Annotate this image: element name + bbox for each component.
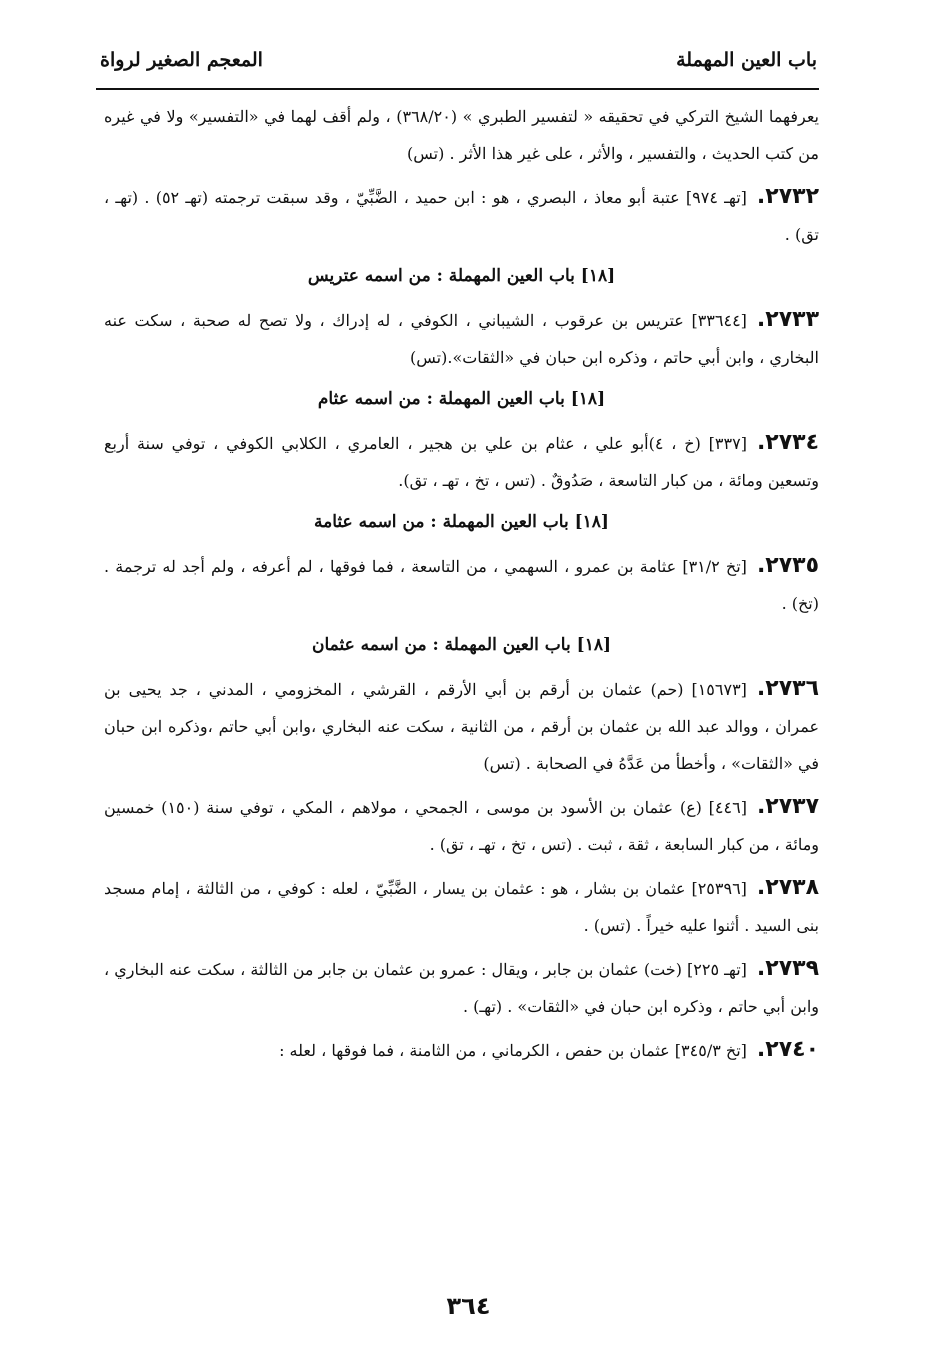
entry-text: [تخ ٣١/٢] عثامة بن عمرو ، السهمي ، من التاسعة ، فما فوقها ، لم أعرفه ، ولم أجد له ترجمة . (تخ) . [104, 557, 819, 613]
entry-text: [٢٥٣٩٦] عثمان بن بشار ، هو : عثمان بن يسار ، الضَّبِّيّ ، لعله : كوفي ، من الثالثة ، إمام مسجد بنى السيد . أثنوا عليه خيراً . (تس) . [104, 879, 819, 935]
entry-number: ٢٧٣٦. [756, 676, 819, 701]
entry-number: ٢٧٣٨. [756, 875, 819, 900]
entry-number: ٢٧٣٧. [756, 794, 820, 819]
page-number: ٣٦٤ [446, 1292, 491, 1320]
entry-paragraph [104, 788, 819, 863]
header-book-title: المعجم الصغير لرواة [100, 49, 263, 71]
entry-number: ٢٧٣٩. [756, 956, 819, 981]
entry-number: ٢٧٣٢. [756, 184, 819, 209]
entry-text: [٣٣٧] (خ ، ٤)أبو علي ، عثام بن علي بن هجير ، العامري ، الكلابي الكوفي ، توفي سنة أربع وتسعين ومائة ، من كبار التاسعة ، صَدُوقٌ . (تس ، تخ ، تهـ ، تق). [104, 434, 819, 490]
entry-paragraph [104, 547, 819, 622]
entry-paragraph [104, 178, 819, 253]
entry-text: [تهـ ٩٧٤] عتبة أبو معاذ ، البصري ، هو : ابن حميد ، الضَّبِّيّ ، وقد سبقت ترجمته (تهـ ٥٢) . (تهـ ، تق) . [104, 188, 819, 244]
section-heading: [١٨] باب العين المهملة : من اسمه عثمان [311, 635, 611, 655]
running-header [100, 38, 817, 82]
entry-paragraph [104, 869, 819, 944]
entry-text: [١٥٦٧٣] (حم) عثمان بن أرقم بن أبي الأرقم ، القرشي ، المخزومي ، المدني ، جد يحيى بن عمران ، ووالد عبد الله بن عثمان بن أرقم ، من الثانية ، سكت عنه البخاري ،وابن أبي حاتم ،وذكره ابن حبان في «الثقات» ، وأخطأ من عَدَّهُ في الصحابة . (تس) [104, 680, 819, 773]
intro-paragraph: يعرفهما الشيخ التركي في تحقيقه « لتفسير الطبري » (٣٦٨/٢٠) ، ولم أقف لهما في «التفسير» ولا في غيره من كتب الحديث ، والتفسير ، والأثر ، على غير هذا الأثر . (تس) [104, 107, 820, 163]
entry-text: [٤٤٦] (ع) عثمان بن الأسود بن موسى ، الجمحي ، مولاهم ، المكي ، توفي سنة (١٥٠) خمسين ومائة ، من كبار السابعة ، ثقة ، ثبت . (تس ، تخ ، تهـ ، تق) . [104, 798, 819, 854]
section-heading: [١٨] باب العين المهملة : من اسمه عثامة [314, 512, 609, 532]
entry-paragraph [104, 1031, 819, 1069]
header-chapter-title: باب العين المهملة [676, 49, 817, 71]
entry-number: ٢٧٤٠. [756, 1037, 819, 1062]
entry-text: [تهـ ٢٢٥] (خت) عثمان بن جابر ، ويقال : عمرو بن عثمان بن جابر من الثالثة ، سكت عنه البخاري ، وابن أبي حاتم ، وذكره ابن حبان في «الثقات» . (تهـ) . [104, 960, 819, 1016]
header-rule [96, 88, 819, 90]
entry-paragraph [104, 424, 819, 499]
entry-number: ٢٧٣٣. [756, 307, 819, 332]
entry-number: ٢٧٣٥. [756, 553, 820, 578]
entry-paragraph [104, 950, 819, 1025]
entries-container [104, 178, 819, 1069]
section-heading: [١٨] باب العين المهملة : من اسمه عثام [317, 389, 606, 409]
entry-text: [تخ ٣٤٥/٣] عثمان بن حفص ، الكرماني ، من الثامنة ، فما فوقها ، لعله : [279, 1041, 747, 1060]
section-heading: [١٨] باب العين المهملة : من اسمه عتريس [307, 266, 616, 286]
page-body [104, 98, 819, 1075]
entry-text: [٣٣٦٤٤] عتريس بن عرقوب ، الشيباني ، الكوفي ، له إدراك ، ولا تصح له صحبة ، سكت عنه البخاري ، وابن أبي حاتم ، وذكره ابن حبان في «الثقات».(تس) [104, 311, 819, 367]
entry-number: ٢٧٣٤. [756, 430, 820, 455]
entry-paragraph [104, 670, 819, 782]
entry-paragraph [104, 301, 819, 376]
